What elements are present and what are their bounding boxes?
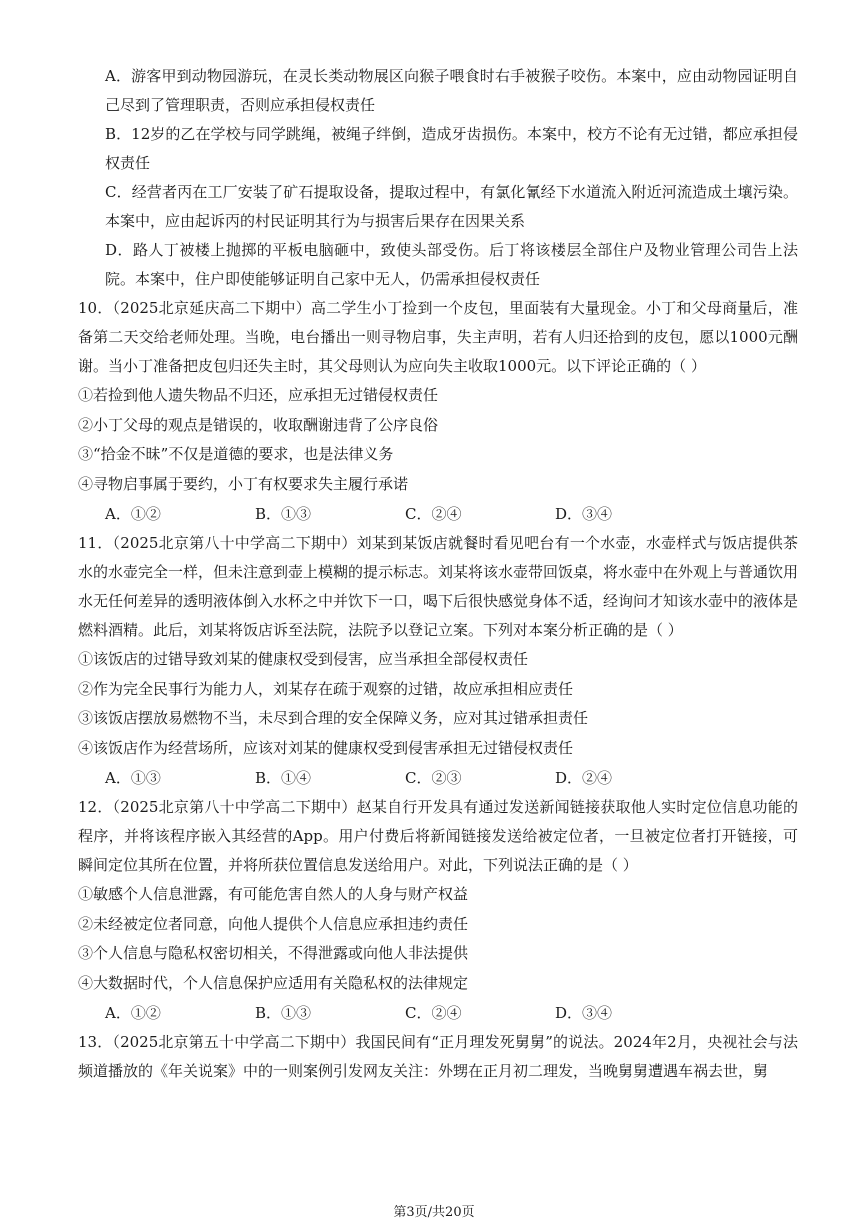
statement-4: ④寻物启事属于要约，小丁有权要求失主履行承诺 (78, 474, 409, 493)
choice-b: B．①④ (255, 769, 312, 787)
question-stem: 10．（2025北京延庆高二下期中）高二学生小丁捡到一个皮包，里面装有大量现金。小丁和父母商量后，准备第二天交给老师处理。当晚，电台播出一则寻物启事，失主声明，若有人归还拾到的皮包，愿以1000元酬谢。当小丁准备把皮包归还失主时，其父母则认为应向失主收取1000元。以下评论正确的（ ） (78, 299, 798, 375)
choice-d: D．③④ (555, 1004, 613, 1022)
question-13 (78, 1028, 798, 1086)
answer-choices (78, 499, 798, 529)
choice-d: D．③④ (555, 505, 613, 523)
option-a: A．游客甲到动物园游玩，在灵长类动物展区向猴子喂食时右手被猴子咬伤。本案中，应由动物园证明自己尽到了管理职责，否则应承担侵权责任 (105, 67, 798, 114)
statement-1: ①若捡到他人遗失物品不归还，应承担无过错侵权责任 (78, 386, 439, 404)
choice-b: B．①③ (255, 505, 312, 523)
question-11 (78, 529, 798, 793)
statement-3: ③个人信息与隐私权密切相关，不得泄露或向他人非法提供 (78, 944, 469, 962)
question-stem: 12．（2025北京第八十中学高二下期中）赵某自行开发具有通过发送新闻链接获取他人实时定位信息功能的程序，并将该程序嵌入其经营的App。用户付费后将新闻链接发送给被定位者，一旦被定位者打开链接，可瞬间定位其所在位置，并将所获位置信息发送给用户。对此，下列说法正确的是（ ） (78, 798, 798, 874)
choice-d: D．②④ (555, 769, 613, 787)
option-c: C．经营者丙在工厂安装了矿石提取设备，提取过程中，有氯化氰经下水道流入附近河流造成土壤污染。本案中，应由起诉丙的村民证明其行为与损害后果存在因果关系 (105, 183, 798, 230)
statement-2: ②小丁父母的观点是错误的，收取酬谢违背了公序良俗 (78, 415, 439, 434)
page-content (78, 62, 798, 1086)
answer-choices (78, 998, 798, 1028)
question-10 (78, 294, 798, 529)
question-stem: 11．（2025北京第八十中学高二下期中）刘某到某饭店就餐时看见吧台有一个水壶，水壶样式与饭店提供茶水的水壶完全一样，但未注意到壶上模糊的提示标志。刘某将该水壶带回饭桌，将水壶中在外观上与普通饮用水无任何差异的透明液体倒入水杯之中并饮下一口，喝下后很快感觉身体不适，经询问才知该水壶中的液体是燃料酒精。此后，刘某将饭店诉至法院，法院予以登记立案。下列对本案分析正确的是（ ） (78, 534, 799, 639)
answer-choices (78, 763, 798, 793)
statement-4: ④该饭店作为经营场所，应该对刘某的健康权受到侵害承担无过错侵权责任 (78, 738, 574, 757)
choice-a: A．①③ (105, 769, 161, 787)
choice-c: C．②③ (405, 769, 462, 787)
statement-4: ④大数据时代，个人信息保护应适用有关隐私权的法律规定 (78, 973, 469, 992)
statement-1: ①敏感个人信息泄露，有可能危害自然人的人身与财产权益 (78, 885, 469, 903)
page-number: 第3页/共20页 (393, 1205, 475, 1220)
prev-question-options (78, 62, 798, 294)
choice-c: C．②④ (405, 505, 462, 523)
statement-3: ③“拾金不昧”不仅是道德的要求，也是法律义务 (78, 445, 394, 463)
choice-a: A．①② (105, 1004, 161, 1022)
statement-2: ②未经被定位者同意，向他人提供个人信息应承担违约责任 (78, 914, 469, 933)
question-stem: 13．（2025北京第五十中学高二下期中）我国民间有“正月理发死舅舅”的说法。2024年2月，央视社会与法频道播放的《年关说案》中的一则案例引发网友关注：外甥在正月初二理发，当晚舅舅遭遇车祸去世，舅 (78, 1033, 798, 1080)
choice-b: B．①③ (255, 1004, 312, 1022)
choice-a: A．①② (105, 505, 161, 523)
option-b: B．12岁的乙在学校与同学跳绳，被绳子绊倒，造成牙齿损伤。本案中，校方不论有无过错，都应承担侵权责任 (105, 125, 798, 172)
statement-3: ③该饭店摆放易燃物不当，未尽到合理的安全保障义务，应对其过错承担责任 (78, 709, 589, 727)
statement-2: ②作为完全民事行为能力人，刘某存在疏于观察的过错，故应承担相应责任 (78, 679, 574, 698)
question-12 (78, 793, 798, 1028)
choice-c: C．②④ (405, 1004, 462, 1022)
statement-1: ①该饭店的过错导致刘某的健康权受到侵害，应当承担全部侵权责任 (78, 650, 529, 668)
option-d: D．路人丁被楼上抛掷的平板电脑砸中，致使头部受伤。后丁将该楼层全部住户及物业管理公司告上法院。本案中，住户即使能够证明自己家中无人，仍需承担侵权责任 (105, 241, 798, 288)
